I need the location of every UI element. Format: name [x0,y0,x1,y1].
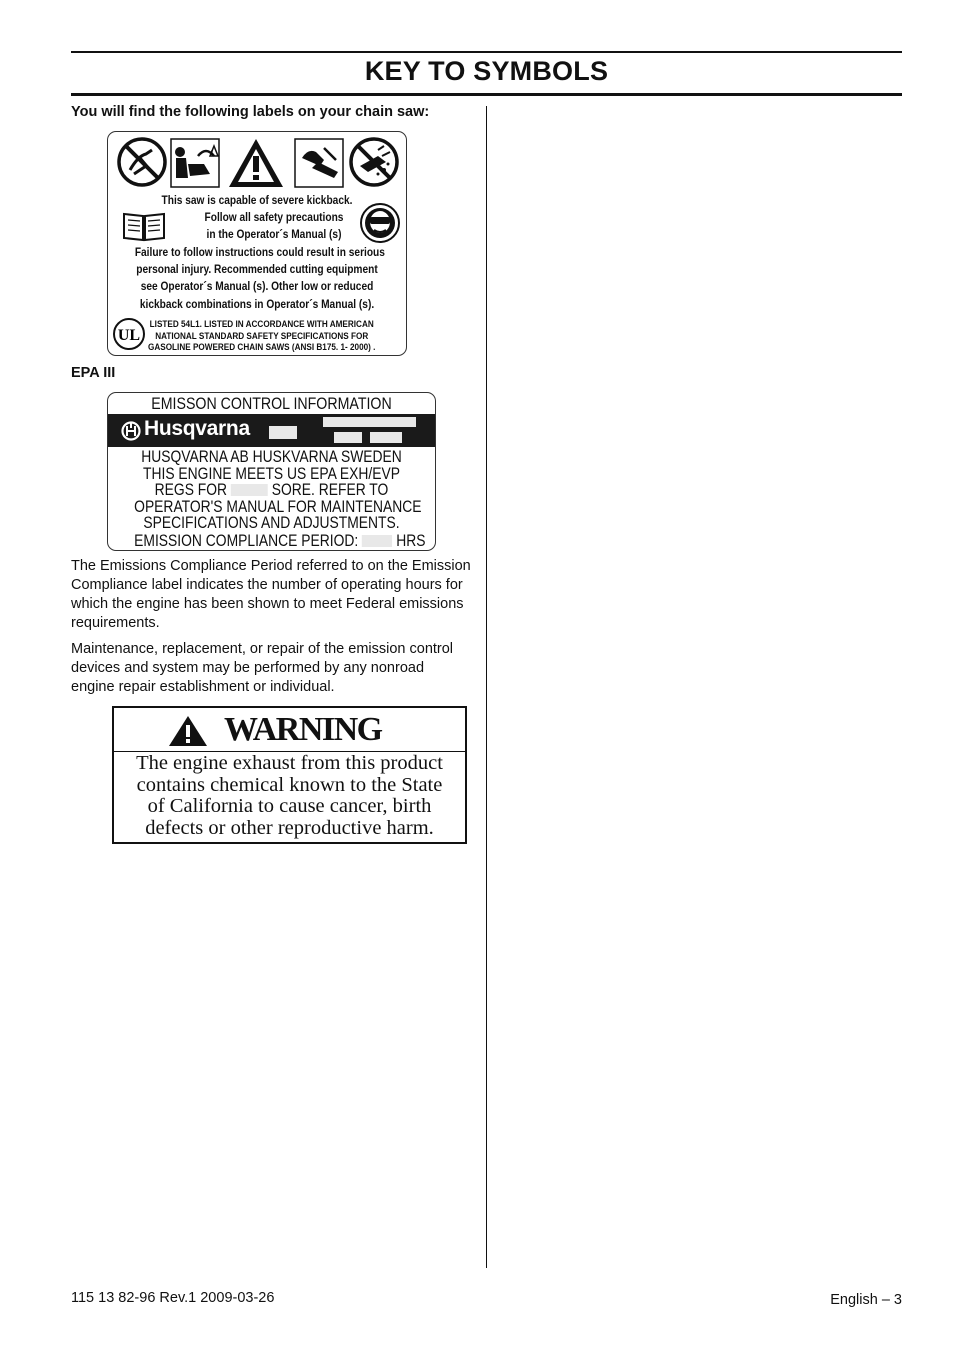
no-tip-contact-icon [348,136,400,188]
column-divider [486,106,487,1268]
ul-listing-text [148,319,375,354]
svg-text:!: ! [210,149,214,157]
blank-field [370,432,402,443]
emission-line-1: HUSQVARNA AB HUSKVARNA SWEDEN [141,448,402,466]
ul-mark-text: UL [117,327,141,344]
emission-line-3a: REGS FOR [154,481,228,499]
warning-line-4: defects or other reproductive harm. [145,816,434,839]
maintenance-paragraph: Maintenance, replacement, or repair of the emission control devices and system may be performed by any nonroad engine repair establishment or individual. [71,641,454,695]
kickback-safety-label [107,131,407,356]
header-rule-bottom [71,93,902,96]
husqvarna-logo-icon [121,420,141,442]
emission-label-header: EMISSON CONTROL INFORMATION [151,395,392,413]
emission-line-6b: HRS [396,532,426,550]
emission-line-3 [134,482,409,499]
emission-line-6a: EMISSION COMPLIANCE PERIOD: [134,532,359,550]
emission-line-6 [134,532,426,550]
brand-name: Husqvarna [144,417,250,440]
page-title: KEY TO SYMBOLS [364,56,609,86]
emission-line-3b: SORE. REFER TO [271,481,389,499]
kickback-line-3: in the Operator´s Manual (s) [206,227,342,241]
intro-text: You will find the following labels on your chain saw: [71,104,430,120]
warning-heading: WARNING [224,711,382,748]
warning-line-3: of California to cause cancer, birth [147,795,432,817]
ul-line-1: LISTED 54L1. LISTED IN ACCORDANCE WITH AMERICAN [149,319,374,330]
no-one-hand-use-icon [116,136,168,188]
warning-line-1: The engine exhaust from this product [136,752,443,774]
epa-section-title: EPA III [71,365,116,381]
warning-line-2: contains chemical known to the State [136,773,443,796]
brand-band [108,414,435,447]
kickback-line-4: Failure to follow instructions could result in serious [134,245,385,259]
warning-box [112,706,467,844]
header-rule-top [71,51,902,53]
emission-line-5: SPECIFICATIONS AND ADJUSTMENTS. [143,514,400,532]
kickback-line-5: personal injury. Recommended cutting equipment [136,262,378,276]
blank-field [231,484,268,496]
two-hand-grip-icon [294,138,344,188]
footer-page-label: English – 3 [830,1292,902,1308]
footer-doc-number: 115 13 82-96 Rev.1 2009-03-26 [71,1290,275,1306]
emission-line-4: OPERATOR'S MANUAL FOR MAINTENANCE [134,498,422,516]
blank-field [269,426,297,439]
emission-line-2: THIS ENGINE MEETS US EPA EXH/EVP [143,465,400,483]
warning-triangle-icon [168,715,208,747]
warning-triangle-icon [226,136,286,190]
blank-field [334,432,362,443]
blank-field [362,535,392,547]
warning-message [114,753,465,839]
warning-header [114,708,465,752]
kickback-line-6: see Operator´s Manual (s). Other low or reduced [140,279,374,293]
kickback-person-icon [170,138,220,188]
kickback-line-2: Follow all safety precautions [204,210,344,224]
kickback-line-7: kickback combinations in Operator´s Manual (s). [139,297,375,311]
compliance-period-paragraph: The Emissions Compliance Period referred to on the Emission Compliance label indicates the number of operating hours for which the engine has been shown to meet Federal emissions requirements. [71,558,471,631]
blank-field [323,417,416,427]
ul-line-3: GASOLINE POWERED CHAIN SAWS (ANSI B175. 1- 2000) . [148,342,376,353]
emission-control-label [107,392,436,551]
ul-certification-icon [112,317,146,351]
ul-line-2: NATIONAL STANDARD SAFETY SPECIFICATIONS FOR [155,330,369,342]
kickback-line-1: This saw is capable of severe kickback. [161,193,353,207]
